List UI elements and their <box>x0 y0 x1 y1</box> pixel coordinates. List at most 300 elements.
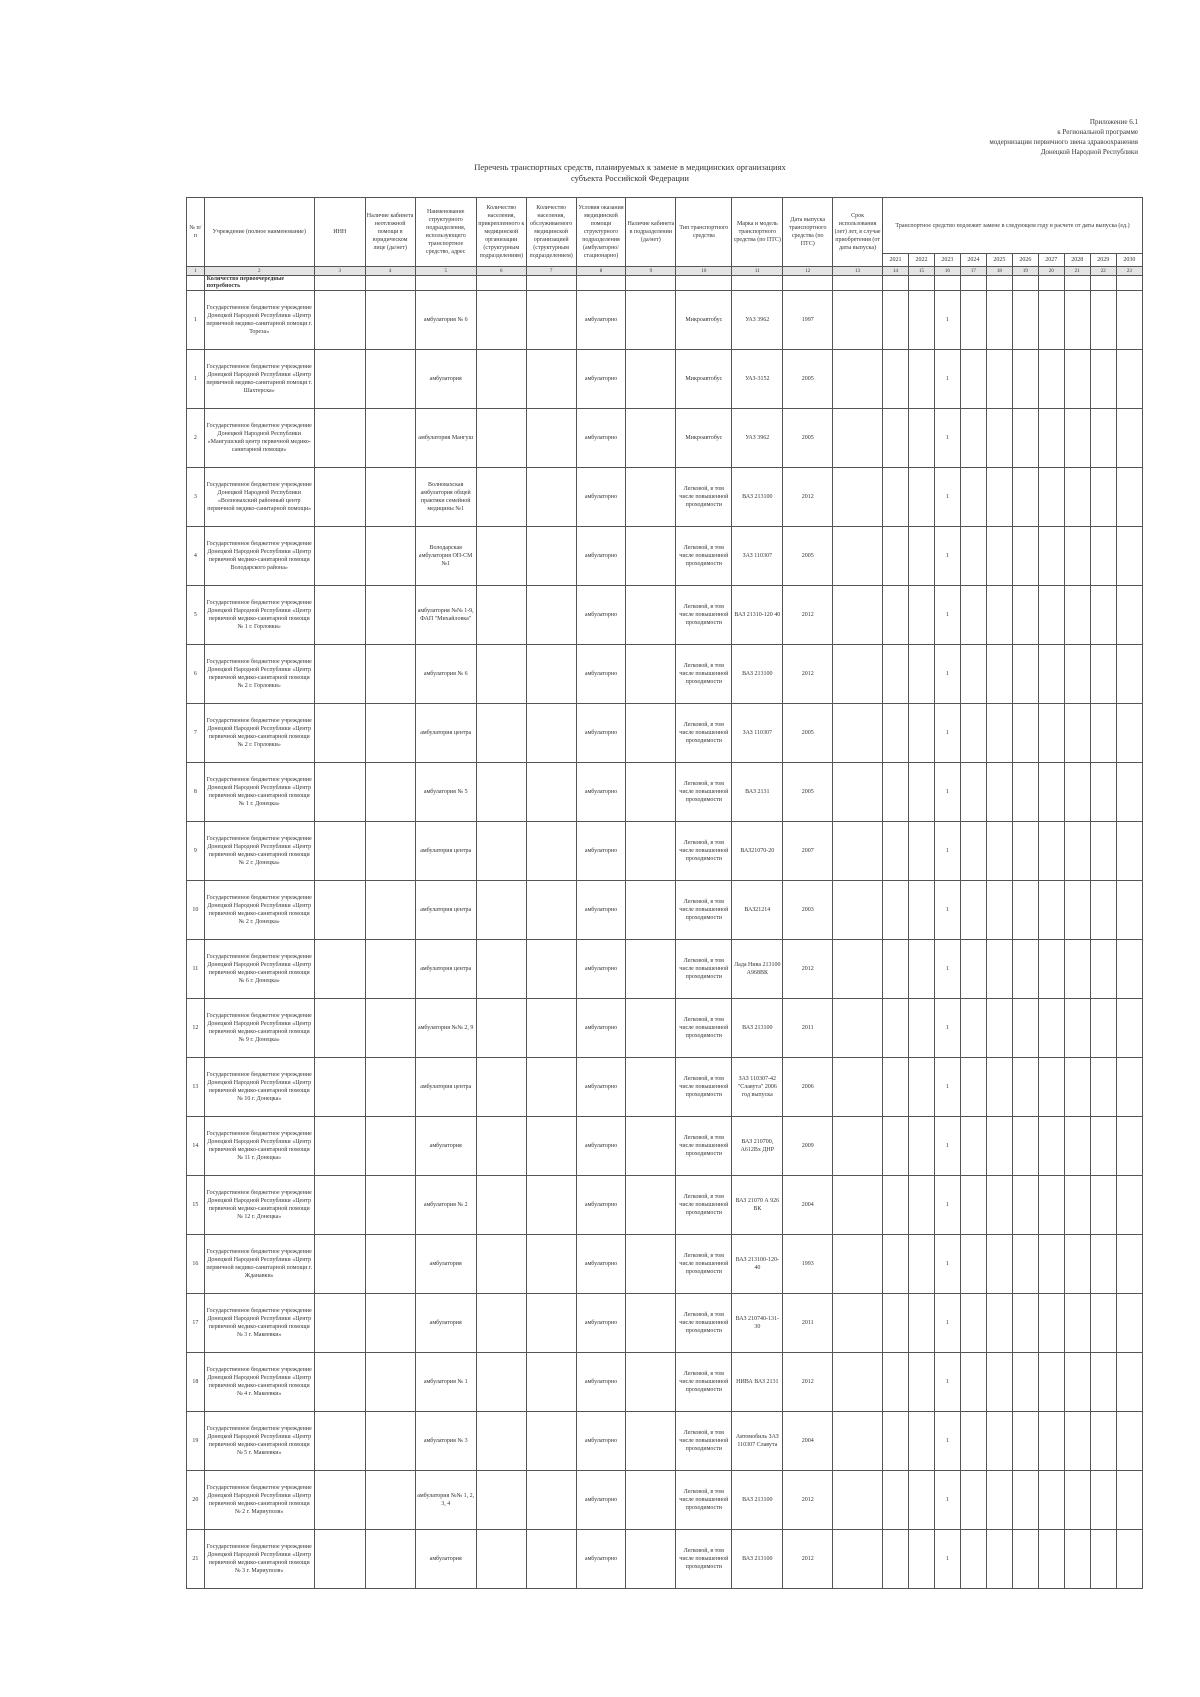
institution-cell: Государственное бюджетное учреждение Донецкой Народной Республики «Центр первичной медико-санитарной помощи № 12 г. Донецка» <box>204 1176 314 1235</box>
replacement-2029-cell <box>1090 527 1116 586</box>
service-life-cell <box>833 1412 883 1471</box>
header-attached-population: Количество населения, прикрепленного к медицинской организации (структурным подразделениям) <box>476 198 526 267</box>
replacement-2026-cell <box>1012 704 1038 763</box>
vehicle-type-cell: Легковой, в том числе повышенной проходимости <box>676 999 732 1058</box>
replacement-2022-cell <box>908 1353 934 1412</box>
vehicle-type-cell: Легковой, в том числе повышенной проходимости <box>676 1117 732 1176</box>
replacement-2021-cell <box>883 1235 909 1294</box>
institution-cell: Государственное бюджетное учреждение Донецкой Народной Республики «Центр первичной медико-санитарной помощи № 10 г. Донецка» <box>204 1058 314 1117</box>
replacement-2028-cell <box>1064 468 1090 527</box>
brand-model-cell: ВАЗ 213100 <box>732 1530 783 1589</box>
replacement-2029-cell <box>1090 645 1116 704</box>
replacement-2022-cell <box>908 1294 934 1353</box>
replacement-2023-cell: 1 <box>934 1058 960 1117</box>
replacement-2023-cell: 1 <box>934 645 960 704</box>
institution-cell: Государственное бюджетное учреждение Донецкой Народной Республики «Центр первичной медико-санитарной помощи Володарского района» <box>204 527 314 586</box>
subdivision-cell: амбулатория №№ 1-9, ФАП "Михайловка" <box>415 586 476 645</box>
total-cell <box>908 276 934 291</box>
total-cell <box>986 276 1012 291</box>
header-subdivision: Наименование структурного подразделения, использующего транспортное средство, адрес <box>415 198 476 267</box>
header-year-made: Дата выпуска транспортного средства (по ПТС) <box>783 198 833 267</box>
subdivision-cell: амбулатория центра <box>415 704 476 763</box>
year-made-cell: 2005 <box>783 704 833 763</box>
total-cell <box>476 276 526 291</box>
replacement-2024-cell <box>960 1412 986 1471</box>
served-population-cell <box>526 1530 576 1589</box>
inn-cell <box>314 1176 365 1235</box>
replacement-2030-cell <box>1116 1235 1142 1294</box>
inn-cell <box>314 763 365 822</box>
institution-cell: Государственное бюджетное учреждение Донецкой Народной Республики «Центр первичной медико-санитарной помощи № 1 г. Донецка» <box>204 763 314 822</box>
conditions-cell: амбулаторно <box>576 291 626 350</box>
office-cell <box>626 822 676 881</box>
row-num: 18 <box>187 1353 205 1412</box>
replacement-2028-cell <box>1064 1176 1090 1235</box>
replacement-2028-cell <box>1064 409 1090 468</box>
vehicle-type-cell: Легковой, в том числе повышенной проходимости <box>676 1353 732 1412</box>
column-number: 13 <box>833 267 883 276</box>
inn-cell <box>314 1235 365 1294</box>
inn-cell <box>314 940 365 999</box>
replacement-2029-cell <box>1090 704 1116 763</box>
header-year: 2025 <box>986 254 1012 267</box>
brand-model-cell: НИВА ВАЗ 2131 <box>732 1353 783 1412</box>
header-year: 2030 <box>1116 254 1142 267</box>
total-cell <box>783 276 833 291</box>
legal-office-cell <box>365 1471 415 1530</box>
replacement-2030-cell <box>1116 291 1142 350</box>
column-number: 23 <box>1116 267 1142 276</box>
attached-population-cell <box>476 1530 526 1589</box>
attached-population-cell <box>476 822 526 881</box>
replacement-2028-cell <box>1064 527 1090 586</box>
table-row <box>187 586 1143 645</box>
replacement-2026-cell <box>1012 586 1038 645</box>
served-population-cell <box>526 704 576 763</box>
subdivision-cell: Волновахская амбулатория общей практики семейной медицины №1 <box>415 468 476 527</box>
replacement-2027-cell <box>1038 1117 1064 1176</box>
replacement-2022-cell <box>908 468 934 527</box>
replacement-2030-cell <box>1116 409 1142 468</box>
replacement-2022-cell <box>908 645 934 704</box>
replacement-2024-cell <box>960 1176 986 1235</box>
year-made-cell: 1993 <box>783 1235 833 1294</box>
subdivision-cell: амбулатория центра <box>415 940 476 999</box>
replacement-2021-cell <box>883 527 909 586</box>
attached-population-cell <box>476 1412 526 1471</box>
replacement-2021-cell <box>883 999 909 1058</box>
replacement-2022-cell <box>908 409 934 468</box>
replacement-2027-cell <box>1038 1353 1064 1412</box>
total-row <box>187 276 1143 291</box>
attached-population-cell <box>476 468 526 527</box>
replacement-2026-cell <box>1012 645 1038 704</box>
appendix-line: Приложение 6.1 <box>1089 118 1138 126</box>
replacement-2025-cell <box>986 881 1012 940</box>
replacement-2028-cell <box>1064 1353 1090 1412</box>
header-year: 2023 <box>934 254 960 267</box>
replacement-2030-cell <box>1116 468 1142 527</box>
replacement-2027-cell <box>1038 999 1064 1058</box>
replacement-2021-cell <box>883 1353 909 1412</box>
total-cell <box>1012 276 1038 291</box>
replacement-2023-cell: 1 <box>934 468 960 527</box>
replacement-2030-cell <box>1116 881 1142 940</box>
replacement-2029-cell <box>1090 350 1116 409</box>
column-number: 17 <box>960 267 986 276</box>
year-made-cell: 2012 <box>783 1471 833 1530</box>
row-num: 8 <box>187 763 205 822</box>
appendix-line: Донецкой Народной Республики <box>1040 148 1138 156</box>
replacement-2030-cell <box>1116 1412 1142 1471</box>
replacement-2027-cell <box>1038 1058 1064 1117</box>
total-cell <box>626 276 676 291</box>
office-cell <box>626 704 676 763</box>
served-population-cell <box>526 468 576 527</box>
replacement-2030-cell <box>1116 822 1142 881</box>
row-num: 13 <box>187 1058 205 1117</box>
institution-cell: Государственное бюджетное учреждение Донецкой Народной Республики «Центр первичной медико-санитарной помощи г. Тореза» <box>204 291 314 350</box>
year-made-cell: 2005 <box>783 409 833 468</box>
replacement-2028-cell <box>1064 1058 1090 1117</box>
replacement-2023-cell: 1 <box>934 1294 960 1353</box>
legal-office-cell <box>365 350 415 409</box>
year-made-cell: 2005 <box>783 527 833 586</box>
institution-cell: Государственное бюджетное учреждение Донецкой Народной Республики «Центр первичной медико-санитарной помощи № 5 г. Макеевки» <box>204 1412 314 1471</box>
institution-cell: Государственное бюджетное учреждение Донецкой Народной Республики «Центр первичной медико-санитарной помощи № 2 г. Горловки» <box>204 704 314 763</box>
served-population-cell <box>526 1176 576 1235</box>
column-number: 21 <box>1064 267 1090 276</box>
brand-model-cell: ВАЗ 2131 <box>732 763 783 822</box>
table-row <box>187 1294 1143 1353</box>
title-line: субъекта Российской Федерации <box>571 173 689 183</box>
replacement-2025-cell <box>986 763 1012 822</box>
subdivision-cell: амбулатория <box>415 1530 476 1589</box>
header-replacement-group: Транспортное средство подлежит замене в следующем году в расчете от даты выпуска (ед.) <box>883 198 1143 254</box>
conditions-cell: амбулаторно <box>576 409 626 468</box>
institution-cell: Государственное бюджетное учреждение Донецкой Народной Республики «Волновахский районный центр первичной медико-санитарной помощи» <box>204 468 314 527</box>
replacement-2027-cell <box>1038 1471 1064 1530</box>
vehicle-type-cell: Легковой, в том числе повышенной проходимости <box>676 822 732 881</box>
service-life-cell <box>833 1353 883 1412</box>
replacement-2030-cell <box>1116 1353 1142 1412</box>
institution-cell: Государственное бюджетное учреждение Донецкой Народной Республики «Центр первичной медико-санитарной помощи г. Жданавки» <box>204 1235 314 1294</box>
subdivision-cell: амбулатория №№ 2, 9 <box>415 999 476 1058</box>
inn-cell <box>314 1058 365 1117</box>
conditions-cell: амбулаторно <box>576 1412 626 1471</box>
conditions-cell: амбулаторно <box>576 1353 626 1412</box>
conditions-cell: амбулаторно <box>576 527 626 586</box>
replacement-2029-cell <box>1090 1471 1116 1530</box>
vehicle-type-cell: Легковой, в том числе повышенной проходимости <box>676 468 732 527</box>
table-row <box>187 763 1143 822</box>
replacement-2022-cell <box>908 350 934 409</box>
office-cell <box>626 1530 676 1589</box>
served-population-cell <box>526 1235 576 1294</box>
inn-cell <box>314 1353 365 1412</box>
replacement-2029-cell <box>1090 822 1116 881</box>
conditions-cell: амбулаторно <box>576 1294 626 1353</box>
replacement-2021-cell <box>883 468 909 527</box>
header-served-population: Количество населения, обслуживаемого медицинской организацией (структурным подразделением) <box>526 198 576 267</box>
brand-model-cell: ЗАЗ 110307-42 "Славута" 2006 год выпуска <box>732 1058 783 1117</box>
brand-model-cell: УАЗ-3152 <box>732 350 783 409</box>
column-number: 16 <box>934 267 960 276</box>
service-life-cell <box>833 999 883 1058</box>
brand-model-cell: ВАЗ 213100 <box>732 645 783 704</box>
replacement-2023-cell: 1 <box>934 291 960 350</box>
replacement-2025-cell <box>986 1530 1012 1589</box>
header-legal-entity-office: Наличие кабинета неотложной помощи в юридическом лице (да/нет) <box>365 198 415 267</box>
table-row <box>187 1530 1143 1589</box>
total-cell <box>883 276 909 291</box>
replacement-2023-cell: 1 <box>934 881 960 940</box>
conditions-cell: амбулаторно <box>576 1530 626 1589</box>
office-cell <box>626 1412 676 1471</box>
replacement-2025-cell <box>986 1412 1012 1471</box>
replacement-2025-cell <box>986 527 1012 586</box>
conditions-cell: амбулаторно <box>576 763 626 822</box>
vehicle-type-cell: Легковой, в том числе повышенной проходимости <box>676 940 732 999</box>
attached-population-cell <box>476 704 526 763</box>
replacement-2023-cell: 1 <box>934 1235 960 1294</box>
replacement-2021-cell <box>883 1058 909 1117</box>
replacement-2024-cell <box>960 468 986 527</box>
inn-cell <box>314 704 365 763</box>
replacement-2023-cell: 1 <box>934 586 960 645</box>
replacement-2030-cell <box>1116 350 1142 409</box>
replacement-2021-cell <box>883 1412 909 1471</box>
row-num: 17 <box>187 1294 205 1353</box>
institution-cell: Государственное бюджетное учреждение Донецкой Народной Республики «Центр первичной медико-санитарной помощи № 2 г. Мариуполя» <box>204 1471 314 1530</box>
vehicle-type-cell: Легковой, в том числе повышенной проходимости <box>676 1471 732 1530</box>
office-cell <box>626 527 676 586</box>
replacement-2029-cell <box>1090 1294 1116 1353</box>
header-year: 2024 <box>960 254 986 267</box>
brand-model-cell: ЗАЗ 110307 <box>732 527 783 586</box>
replacement-2029-cell <box>1090 999 1116 1058</box>
inn-cell <box>314 1471 365 1530</box>
column-number: 14 <box>883 267 909 276</box>
replacement-2023-cell: 1 <box>934 704 960 763</box>
served-population-cell <box>526 350 576 409</box>
total-cell <box>1038 276 1064 291</box>
total-cell <box>314 276 365 291</box>
row-num: 11 <box>187 940 205 999</box>
office-cell <box>626 1471 676 1530</box>
vehicle-type-cell: Легковой, в том числе повышенной проходимости <box>676 1530 732 1589</box>
replacement-2021-cell <box>883 291 909 350</box>
replacement-2027-cell <box>1038 527 1064 586</box>
total-cell <box>732 276 783 291</box>
legal-office-cell <box>365 527 415 586</box>
replacement-2030-cell <box>1116 527 1142 586</box>
served-population-cell <box>526 881 576 940</box>
year-made-cell: 2004 <box>783 1176 833 1235</box>
replacement-2028-cell <box>1064 1117 1090 1176</box>
served-population-cell <box>526 1117 576 1176</box>
replacement-2021-cell <box>883 1294 909 1353</box>
total-cell <box>1064 276 1090 291</box>
replacement-2024-cell <box>960 763 986 822</box>
replacement-2025-cell <box>986 409 1012 468</box>
service-life-cell <box>833 409 883 468</box>
year-made-cell: 2007 <box>783 822 833 881</box>
vehicle-type-cell: Легковой, в том числе повышенной проходимости <box>676 527 732 586</box>
legal-office-cell <box>365 1235 415 1294</box>
replacement-2028-cell <box>1064 940 1090 999</box>
institution-cell: Государственное бюджетное учреждение Донецкой Народной Республики «Центр первичной медико-санитарной помощи № 3 г. Мариуполя» <box>204 1530 314 1589</box>
year-made-cell: 2009 <box>783 1117 833 1176</box>
replacement-2022-cell <box>908 1058 934 1117</box>
year-made-cell: 1997 <box>783 291 833 350</box>
served-population-cell <box>526 763 576 822</box>
replacement-2027-cell <box>1038 940 1064 999</box>
attached-population-cell <box>476 1235 526 1294</box>
conditions-cell: амбулаторно <box>576 881 626 940</box>
year-made-cell: 2012 <box>783 468 833 527</box>
served-population-cell <box>526 409 576 468</box>
attached-population-cell <box>476 1294 526 1353</box>
header-vehicle-type: Тип транспортного средства <box>676 198 732 267</box>
office-cell <box>626 468 676 527</box>
replacement-2029-cell <box>1090 1117 1116 1176</box>
year-made-cell: 2005 <box>783 350 833 409</box>
replacement-2021-cell <box>883 1471 909 1530</box>
conditions-cell: амбулаторно <box>576 645 626 704</box>
table-row <box>187 527 1143 586</box>
legal-office-cell <box>365 1530 415 1589</box>
replacement-2025-cell <box>986 291 1012 350</box>
column-number: 10 <box>676 267 732 276</box>
table-row <box>187 822 1143 881</box>
table-row <box>187 291 1143 350</box>
column-number: 4 <box>365 267 415 276</box>
institution-cell: Государственное бюджетное учреждение Донецкой Народной Республики «Центр первичной медико-санитарной помощи № 3 г. Макеевки» <box>204 1294 314 1353</box>
replacement-2026-cell <box>1012 999 1038 1058</box>
office-cell <box>626 291 676 350</box>
inn-cell <box>314 409 365 468</box>
replacement-2023-cell: 1 <box>934 1471 960 1530</box>
office-cell <box>626 1117 676 1176</box>
conditions-cell: амбулаторно <box>576 1117 626 1176</box>
replacement-2025-cell <box>986 1471 1012 1530</box>
replacement-2030-cell <box>1116 1176 1142 1235</box>
replacement-2021-cell <box>883 1530 909 1589</box>
year-made-cell: 2011 <box>783 999 833 1058</box>
replacement-2024-cell <box>960 881 986 940</box>
vehicle-type-cell: Легковой, в том числе повышенной проходимости <box>676 586 732 645</box>
replacement-2029-cell <box>1090 881 1116 940</box>
column-number: 6 <box>476 267 526 276</box>
header-year: 2029 <box>1090 254 1116 267</box>
replacement-2023-cell: 1 <box>934 822 960 881</box>
row-num: 5 <box>187 586 205 645</box>
column-number: 9 <box>626 267 676 276</box>
conditions-cell: амбулаторно <box>576 468 626 527</box>
replacement-2029-cell <box>1090 1530 1116 1589</box>
total-cell <box>415 276 476 291</box>
year-made-cell: 2004 <box>783 1412 833 1471</box>
header-brand-model: Марка и модель транспортного средства (по ПТС) <box>732 198 783 267</box>
appendix-note <box>838 117 1138 157</box>
conditions-cell: амбулаторно <box>576 350 626 409</box>
replacement-2030-cell <box>1116 645 1142 704</box>
legal-office-cell <box>365 704 415 763</box>
table-row <box>187 1117 1143 1176</box>
header-num: № п/п <box>187 198 205 267</box>
subdivision-cell: Володарская амбулатория ОП-СМ №1 <box>415 527 476 586</box>
inn-cell <box>314 645 365 704</box>
column-number: 19 <box>1012 267 1038 276</box>
office-cell <box>626 1176 676 1235</box>
served-population-cell <box>526 1353 576 1412</box>
total-cell <box>526 276 576 291</box>
replacement-2027-cell <box>1038 1176 1064 1235</box>
vehicle-type-cell: Легковой, в том числе повышенной проходимости <box>676 1235 732 1294</box>
header-year: 2027 <box>1038 254 1064 267</box>
subdivision-cell: амбулатория центра <box>415 822 476 881</box>
row-num: 6 <box>187 645 205 704</box>
replacement-2029-cell <box>1090 409 1116 468</box>
attached-population-cell <box>476 409 526 468</box>
replacement-2029-cell <box>1090 586 1116 645</box>
replacement-2028-cell <box>1064 822 1090 881</box>
replacement-2025-cell <box>986 350 1012 409</box>
total-label: Количество первоочередные потребность <box>204 276 314 291</box>
replacement-2023-cell: 1 <box>934 409 960 468</box>
replacement-2026-cell <box>1012 881 1038 940</box>
replacement-2021-cell <box>883 881 909 940</box>
replacement-2022-cell <box>908 763 934 822</box>
vehicle-type-cell: Легковой, в том числе повышенной проходимости <box>676 1412 732 1471</box>
table-row <box>187 999 1143 1058</box>
table-row <box>187 645 1143 704</box>
vehicle-type-cell: Легковой, в том числе повышенной проходимости <box>676 645 732 704</box>
subdivision-cell: амбулатория центра <box>415 1058 476 1117</box>
header-institution: Учреждение (полное наименование) <box>204 198 314 267</box>
service-life-cell <box>833 881 883 940</box>
served-population-cell <box>526 527 576 586</box>
replacement-2028-cell <box>1064 1412 1090 1471</box>
replacement-2025-cell <box>986 586 1012 645</box>
served-population-cell <box>526 586 576 645</box>
subdivision-cell: амбулатория <box>415 1235 476 1294</box>
office-cell <box>626 645 676 704</box>
inn-cell <box>314 468 365 527</box>
legal-office-cell <box>365 409 415 468</box>
replacement-2030-cell <box>1116 1294 1142 1353</box>
column-number: 5 <box>415 267 476 276</box>
legal-office-cell <box>365 1353 415 1412</box>
column-number: 20 <box>1038 267 1064 276</box>
table-row <box>187 1176 1143 1235</box>
column-number: 15 <box>908 267 934 276</box>
vehicle-type-cell: Микроавтобус <box>676 291 732 350</box>
replacement-2026-cell <box>1012 763 1038 822</box>
service-life-cell <box>833 1294 883 1353</box>
replacement-2023-cell: 1 <box>934 1176 960 1235</box>
table-row <box>187 1353 1143 1412</box>
replacement-2025-cell <box>986 1176 1012 1235</box>
replacement-2026-cell <box>1012 1412 1038 1471</box>
header-row <box>187 198 1143 254</box>
replacement-2028-cell <box>1064 645 1090 704</box>
row-num: 19 <box>187 1412 205 1471</box>
office-cell <box>626 586 676 645</box>
header-office-subdivision: Наличие кабинета в подразделении (да/нет) <box>626 198 676 267</box>
replacement-2024-cell <box>960 291 986 350</box>
